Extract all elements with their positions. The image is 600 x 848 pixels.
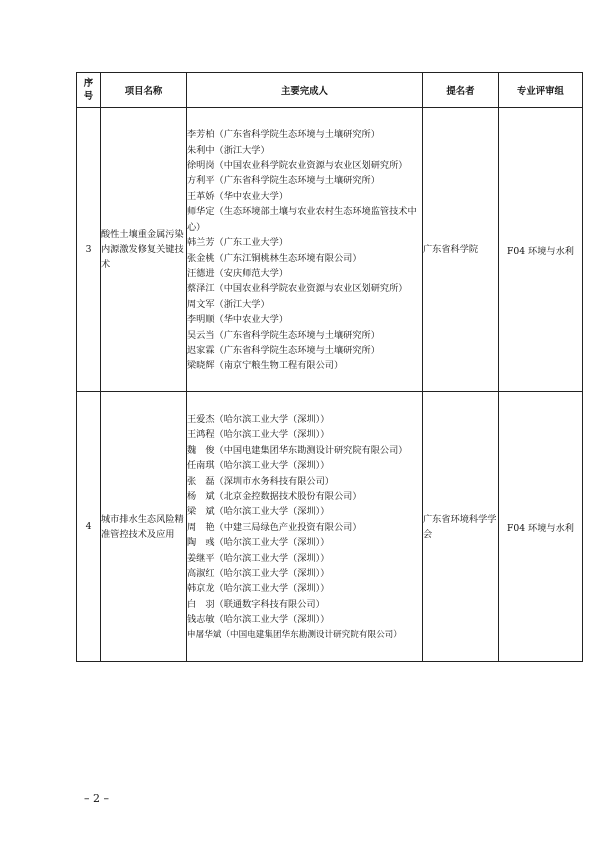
header-name: 项目名称	[101, 73, 187, 108]
person-entry: 汪德进（安庆师范大学）	[187, 267, 289, 279]
person-entry: 白 羽（联通数字科技有限公司）	[187, 598, 325, 610]
person-entry: 蔡泽江（中国农业科学院农业资源与农业区划研究所）	[187, 283, 408, 295]
row-seq: 3	[77, 108, 101, 392]
table-row	[77, 392, 583, 662]
person-entry: 迟家霖（广东省科学院生态环境与土壤研究所）	[187, 344, 380, 356]
header-panel: 专业评审组	[499, 73, 583, 108]
person-entry: 魏 俊（中国电建集团华东勘测设计研究院有限公司）	[187, 444, 408, 456]
person-entry: 王革娇（华中农业大学）	[187, 190, 289, 202]
person-entry: 王爱杰（哈尔滨工业大学（深圳））	[187, 413, 330, 425]
award-table	[76, 72, 583, 662]
person-entry: 方利平（广东省科学院生态环境与土壤研究所）	[187, 175, 380, 187]
person-entry: 陶 彧（哈尔滨工业大学（深圳））	[187, 537, 330, 549]
row-project-name: 城市排水生态风险精准管控技术及应用	[101, 392, 187, 662]
person-entry: 李明顺（华中农业大学）	[187, 314, 289, 326]
person-entry: 梁晓辉（南京宁粮生物工程有限公司）	[187, 360, 344, 372]
person-entry: 师华定（生态环境部土壤与农业农村生态环境监管技术中心）	[187, 206, 417, 233]
person-entry: 申屠华斌（中国电建集团华东勘测设计研究院有限公司）	[187, 629, 402, 640]
person-entry: 梁 斌（哈尔滨工业大学（深圳））	[187, 506, 330, 518]
row-seq: 4	[77, 392, 101, 662]
header-nominator: 提名者	[423, 73, 499, 108]
person-entry: 徐明岗（中国农业科学院农业资源与农业区划研究所）	[187, 160, 408, 172]
row-panel: F04 环境与水利	[499, 108, 583, 392]
person-entry: 周 艳（中建三局绿色产业投资有限公司）	[187, 521, 362, 533]
person-entry: 朱利中（浙江大学）	[187, 144, 270, 156]
person-entry: 钱志敏（哈尔滨工业大学（深圳））	[187, 614, 330, 626]
header-seq	[77, 73, 101, 108]
person-entry: 张 磊（深圳市水务科技有限公司）	[187, 475, 334, 487]
person-entry: 韩京龙（哈尔滨工业大学（深圳））	[187, 583, 330, 595]
person-entry: 李芳柏（广东省科学院生态环境与土壤研究所）	[187, 129, 380, 141]
row-nominator: 广东省环境科学学会	[423, 392, 499, 662]
person-entry: 韩兰芳（广东工业大学）	[187, 237, 289, 249]
row-people	[187, 108, 423, 392]
row-panel: F04 环境与水利	[499, 392, 583, 662]
header-row	[77, 73, 583, 108]
row-project-name: 酸性土壤重金属污染内源激发修复关键技术	[101, 108, 187, 392]
row-nominator: 广东省科学院	[423, 108, 499, 392]
person-entry: 杨 斌（北京金控数据技术股份有限公司）	[187, 490, 362, 502]
person-entry: 姜继平（哈尔滨工业大学（深圳））	[187, 552, 330, 564]
table-row	[77, 108, 583, 392]
page-number: – 2 –	[84, 792, 109, 805]
person-entry: 高淑红（哈尔滨工业大学（深圳））	[187, 568, 330, 580]
header-seq-label: 序号	[83, 78, 94, 102]
header-people: 主要完成人	[187, 73, 423, 108]
person-entry: 王鸿程（哈尔滨工业大学（深圳））	[187, 429, 330, 441]
person-entry: 周文军（浙江大学）	[187, 298, 270, 310]
person-entry: 张金桃（广东江铜桃林生态环境有限公司）	[187, 252, 362, 264]
row-people	[187, 392, 423, 662]
person-entry: 吴云当（广东省科学院生态环境与土壤研究所）	[187, 329, 380, 341]
person-entry: 任南琪（哈尔滨工业大学（深圳））	[187, 460, 330, 472]
